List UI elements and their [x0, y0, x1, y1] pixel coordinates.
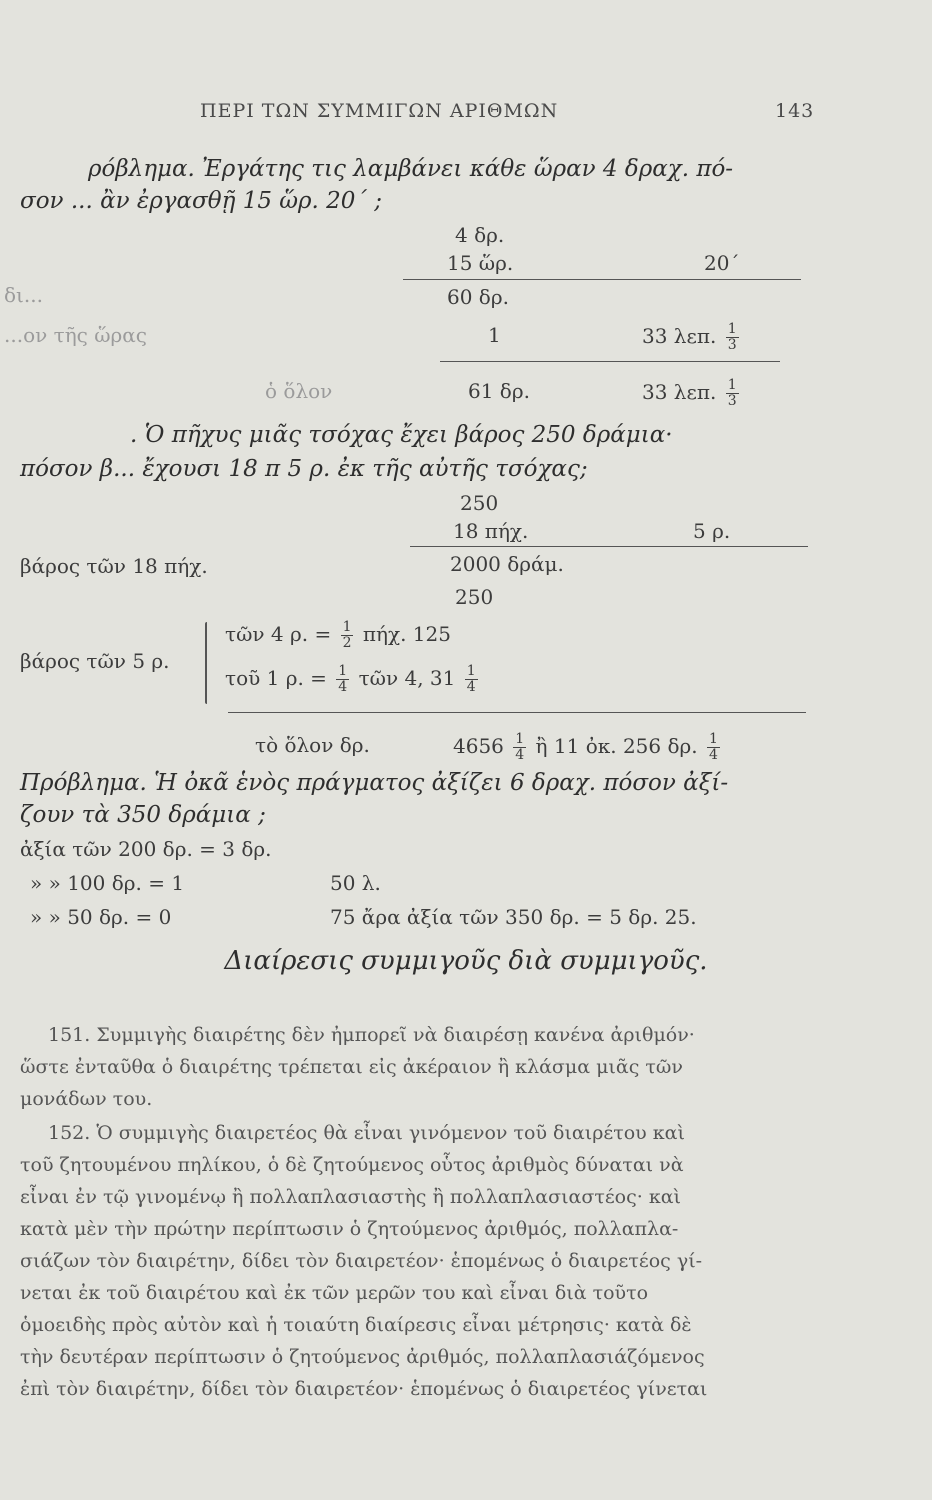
- fraction-one-third-2: [726, 378, 739, 409]
- p1-calc-r5b: [642, 378, 742, 409]
- frac-num: 1: [466, 663, 476, 679]
- curly-brace: [205, 622, 207, 704]
- frac-num: 1: [342, 619, 352, 635]
- p1-calc-r1: 4 δρ.: [455, 223, 505, 247]
- fraction-one-third: [726, 322, 739, 353]
- p2-calc-r2b: 5 ρ.: [693, 519, 731, 543]
- p3-r2b: 50 λ.: [330, 871, 381, 895]
- section-title: Διαίρεσις συμμιγοῦς διὰ συμμιγοῦς.: [224, 946, 708, 976]
- p1-r4b-text: 33 λεπ.: [642, 324, 717, 348]
- frac-den: 3: [727, 337, 737, 353]
- para-line: τὴν δευτέραν περίπτωσιν ὁ ζητούμενος ἀριθμός, πολλαπλασιάζόμενος: [20, 1346, 705, 1368]
- p3-r3a: » » 50 δρ. = 0: [30, 905, 172, 929]
- para-line: ὥστε ἐνταῦθα ὁ διαιρέτης τρέπεται εἰς ἀκέραιον ἢ κλάσμα μιᾶς τῶν: [20, 1056, 683, 1078]
- para-line: 152. Ὁ συμμιγὴς διαιρετέος θὰ εἶναι γινόμενον τοῦ διαιρέτου καὶ: [48, 1122, 685, 1144]
- p2-r5b-text: τοῦ 1 ρ. =: [225, 666, 327, 690]
- p1-r5b-text: 33 λεπ.: [642, 380, 717, 404]
- problem3-line1: Πρόβλημα. Ἡ ὀκᾶ ἑνὸς πράγματος ἀξίζει 6 δραχ. πόσον ἀξί-: [20, 770, 729, 796]
- frac-num: 1: [515, 731, 525, 747]
- para-line: κατὰ μὲν τὴν πρώτην περίπτωσιν ὁ ζητούμενος ἀριθμός, πολλαπλα-: [20, 1218, 679, 1240]
- p2-calc-r3: 2000 δράμ.: [450, 552, 564, 576]
- p2-total: [453, 732, 723, 763]
- p2-calc-r5b: [225, 664, 481, 695]
- frac-den: 3: [727, 393, 737, 409]
- problem1-line2: σον ... ἂν ἐργασθῇ 15 ὥρ. 20΄ ;: [20, 188, 382, 214]
- p3-r3b: 75 ἄρα ἀξία τῶν 350 δρ. = 5 δρ. 25.: [330, 905, 697, 929]
- frac-den: 4: [338, 679, 348, 695]
- p1-calc-r4b: [642, 322, 742, 353]
- p2-rule-1: [410, 546, 808, 547]
- frac-den: 2: [342, 635, 352, 651]
- p3-r1: ἀξία τῶν 200 δρ. = 3 δρ.: [20, 837, 272, 861]
- p1-calc-r4-label: ...ον τῆς ὥρας: [4, 323, 148, 347]
- frac-num: 1: [727, 377, 737, 393]
- p2-total-label: τὸ ὅλον δρ.: [255, 733, 370, 757]
- p1-calc-r2a: 15 ὥρ.: [447, 251, 514, 275]
- p2-calc-r5a: [225, 620, 451, 651]
- p2-total-a: 4656: [453, 734, 504, 758]
- problem3-line2: ζουν τὰ 350 δράμια ;: [20, 802, 266, 828]
- frac-num: 1: [709, 731, 718, 747]
- fraction-one-quarter-4: [707, 732, 720, 763]
- para-line: νεται ἐκ τοῦ διαιρέτου καὶ ἐκ τῶν μερῶν του καὶ εἶναι διὰ τοῦτο: [20, 1282, 649, 1304]
- p1-calc-r4a: 1: [488, 323, 501, 347]
- fraction-one-quarter-2: [465, 664, 478, 695]
- p1-calc-r3: 60 δρ.: [447, 285, 509, 309]
- para-line: σιάζων τὸν διαιρέτην, δίδει τὸν διαιρετέον· ἑπομένως ὁ διαιρετέος γί-: [20, 1250, 703, 1272]
- para-line: ὁμοειδὴς πρὸς αὐτὸν καὶ ἡ τοιαύτη διαίρεσις εἶναι μέτρησις· κατὰ δὲ: [20, 1314, 692, 1336]
- p2-r5b-mid: τῶν 4, 31: [358, 666, 456, 690]
- para-line: τοῦ ζητουμένου πηλίκου, ὁ δὲ ζητούμενος οὗτος ἀριθμὸς δύναται νὰ: [20, 1154, 684, 1176]
- page-number: 143: [775, 100, 815, 122]
- p2-calc-r4: 250: [455, 585, 494, 609]
- problem1-line1: ρόβλημα. Ἐργάτης τις λαμβάνει κάθε ὥραν 4 δραχ. πό-: [88, 156, 734, 182]
- p2-r5a-tail: πήχ. 125: [362, 622, 451, 646]
- p1-calc-r2b: 20΄: [704, 251, 740, 275]
- fraction-one-quarter: [336, 664, 349, 695]
- p2-calc-r3-label: βάρος τῶν 18 πήχ.: [20, 554, 208, 578]
- para-line: εἶναι ἐν τῷ γινομένῳ ἢ πολλαπλασιαστὴς ἢ πολλαπλασιαστέος· καὶ: [20, 1186, 681, 1208]
- p2-calc-r2a: 18 πήχ.: [453, 519, 529, 543]
- p2-total-mid: ἢ 11 ὀκ. 256 δρ.: [535, 734, 698, 758]
- frac-den: 4: [515, 747, 525, 763]
- p2-calc-r1: 250: [460, 491, 499, 515]
- problem2-line2: πόσον β... ἔχουσι 18 π 5 ρ. ἐκ τῆς αὐτῆς τσόχας;: [20, 456, 588, 482]
- problem2-line1: . Ὁ πῆχυς μιᾶς τσόχας ἔχει βάρος 250 δράμια·: [130, 422, 673, 448]
- p3-r2a: » » 100 δρ. = 1: [30, 871, 185, 895]
- p1-rule-1: [403, 279, 801, 280]
- p1-rule-2: [440, 361, 780, 362]
- p1-calc-r5a: 61 δρ.: [468, 379, 530, 403]
- frac-den: 4: [466, 679, 476, 695]
- running-header: ΠΕΡΙ ΤΩΝ ΣΥΜΜΙΓΩΝ ΑΡΙΘΜΩΝ: [200, 100, 559, 122]
- frac-den: 4: [709, 747, 718, 763]
- p2-r5a-text: τῶν 4 ρ. =: [225, 622, 332, 646]
- para-line: ἐπὶ τὸν διαιρέτην, δίδει τὸν διαιρετέον· ἑπομένως ὁ διαιρετέος γίνεται: [20, 1378, 708, 1400]
- p2-rule-2: [228, 712, 806, 713]
- fraction-one-half: [341, 620, 354, 651]
- para-line: 151. Συμμιγὴς διαιρέτης δὲν ἠμπορεῖ νὰ διαιρέσῃ κανένα ἀριθμόν·: [48, 1024, 695, 1046]
- frac-num: 1: [727, 321, 737, 337]
- para-line: μονάδων του.: [20, 1088, 153, 1110]
- p2-calc-r5-label: βάρος τῶν 5 ρ.: [20, 649, 170, 673]
- fraction-one-quarter-3: [513, 732, 526, 763]
- frac-num: 1: [338, 663, 348, 679]
- p1-calc-r5-label: ὁ ὅλον: [265, 379, 333, 403]
- p1-calc-r3-label: δι...: [4, 283, 43, 307]
